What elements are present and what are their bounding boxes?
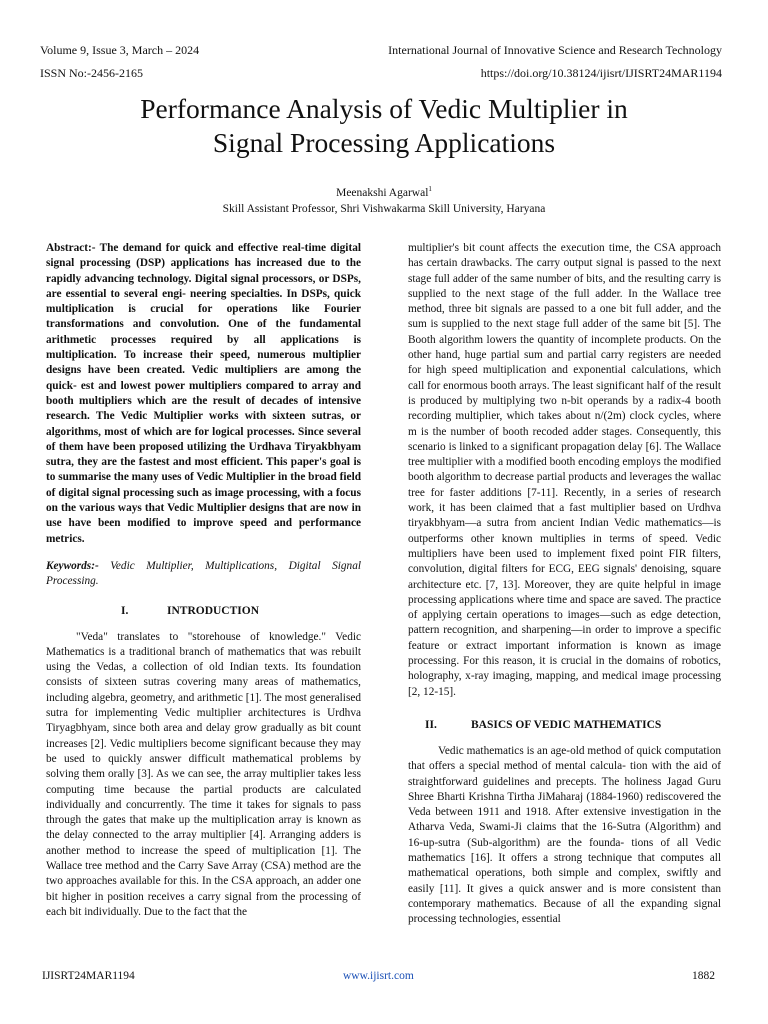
abstract: Abstract:- The demand for quick and effective real-time digital signal processing (DSP) applications has increased due to the rapidly advancing technology. Digital signal processors, or DSPs, are essential to several engi- neering specialties. In DSPs, quick multiplication is crucial for operations like Fourier transformations and convolution. One of the fundamental arithmetic processes required by all applications is multiplication. To increase their speed, numerous multiplier designs have been created. Vedic multipliers are among the quick- est and lowest power multipliers compared to array and booth multipliers which are the result of decades of intensive research. The Vedic Multiplier works with sixteen sutras, or algorithms, most of which are for logical processes. Since several of them have been proposed utilizing the Urdhava Tiryakbhyam sutra, they are the fastest and most efficient. This paper's goal is to summarise the many uses of Vedic Multiplier in the broad field of digital signal processing such as image processing, with a focus on the various ways that Vedic Multiplier designs that are now in use have been modified to improve speed and performance metrics. bbox=[46, 242, 361, 545]
doi-link[interactable]: https://doi.org/10.38124/ijisrt/IJISRT24MAR1194 bbox=[480, 66, 722, 80]
journal-name: International Journal of Innovative Science and Research Technology bbox=[388, 43, 722, 57]
footer-website-link[interactable]: www.ijisrt.com bbox=[343, 970, 414, 982]
section-1-title: INTRODUCTION bbox=[167, 604, 260, 617]
issn: ISSN No:-2456-2165 bbox=[40, 66, 144, 80]
right-column bbox=[408, 241, 721, 927]
left-column bbox=[46, 241, 361, 920]
paper-title bbox=[40, 92, 728, 160]
vedic-basics-paragraph: Vedic mathematics is an age-old method of quick computation that offers a special method of mental calcula- tion with the aid of straightforward guidelines and precepts. The holiness Jagad Guru Shree Bharti Krishna Tirtha JiMaharaj (1884-1960) rediscovered the Veda between 1911 and 1918. After extensive investigation in the Atharva Veda, Swami-Ji claims that the 16-Sutra (Algorithm) and 16-up-sutra (Sub-algorithm) are the founda- tions of all Vedic mathematics [16]. It offers a strong technique that computes all mathematical operations, both simple and complex, swiftly and easily [11]. It gives a quick answer and is more consistent than contemporary mathematics. Because of all the expanding signal processing technologies, essential bbox=[408, 744, 721, 926]
keywords-text: Vedic Multiplier, Multiplications, Digital Signal Processing. bbox=[46, 559, 361, 588]
footer-page-number: 1882 bbox=[692, 970, 715, 982]
volume-issue: Volume 9, Issue 3, March – 2024 bbox=[40, 43, 200, 57]
author-superscript: 1 bbox=[428, 185, 432, 194]
intro-continued-paragraph: multiplier's bit count affects the execution time, the CSA approach has certain drawbacks. The carry output signal is passed to the next stage full adder of the same number of bits, and the resulting carry is supplied to the next stage of the full adder. In the Wallace tree method, three bit signals are passed to a one bit full adder, and the sum is supplied to the next stage full adder of the same bit [5]. The Booth algorithm lowers the quantity of incomplete products. On the other hand, huge partial sum and partial carry registers are needed for high speed multiplication and exponential calculations, which call for enormous booth arrays. The least significant half of the result is produced by multiplying two n-bit operands by a radix-4 booth recording multiplier, which takes about n/(2m) clock cycles, where m is the number of booth recoded adder stages. Consequently, this scenario is linked to a significant propagation delay [6]. The Wallace tree multiplier with a modified booth encoding employs the modified booth algorithm to decrease partial products and leverages the wallac tree for faster additions [7-11]. Recently, in a series of research work, it has been claimed that a fast multiplier based on Urdhva tiryakbhyam—a sutra from ancient Indian Vedic mathematics—is outperforms other known multiplies in terms of speed. Vedic multipliers have been used to implement fixed point FIR filters, convolution, digital filters for ECG, EEG signals' denoising, square architecture etc. [7, 13]. Moreover, they are quite helpful in image processing applications where time and space are saved. The practice of applying certain operations to images—such as edge detection, pattern recognition, and sharpening—in order to improve a specific feature or extract important information is known as image processing. For this reason, it is crucial in the domains of robotics, holography, x-ray imaging, mapping, and medical image processing [2, 12-15]. bbox=[408, 242, 721, 698]
keywords bbox=[46, 559, 361, 590]
keywords-label: Keywords:- bbox=[46, 559, 99, 572]
author-name: Meenakshi Agarwal bbox=[336, 187, 429, 199]
section-2-title: BASICS OF VEDIC MATHEMATICS bbox=[471, 718, 662, 731]
author-affiliation: Skill Assistant Professor, Shri Vishwakarma Skill University, Haryana bbox=[222, 203, 546, 215]
section-heading-1 bbox=[46, 604, 361, 618]
title-line-2: Signal Processing Applications bbox=[212, 127, 556, 158]
author-line bbox=[0, 186, 768, 200]
title-line-1: Performance Analysis of Vedic Multiplier in bbox=[140, 93, 628, 124]
section-2-number: II. bbox=[425, 718, 437, 731]
introduction-paragraph: "Veda" translates to "storehouse of knowledge." Vedic Mathematics is a traditional branch of mathematics that was rebuilt using the Vedas, a collection of old Indian texts. Its foundation consists of sixteen sutras covering many areas of mathematics, including algebra, geometry, and arithmetic [1]. The most generalised sutra for implementing Vedic multiplier architectures is Urdhva Tiryagbhyam, since both area and delay grow gradually as bit count increases [2]. Vedic multipliers become significant because they may be used to quickly answer difficult mathematical problems by solving them orally [3]. As we can see, the array multiplier takes less computing time because the partial products are calculated individually and concurrently. The time it takes for signals to pass through the gates that make up the multiplication array is known as the delay connected to the array multiplier [4]. Arranging adders is another method to increase the speed of multiplication [1]. The Wallace tree method and the Carry Save Array (CSA) method are the two approaches available for this. In the CSA approach, an adder one bit higher in position receives a carry signal from the processing of each bit individually. Due to the fact that the bbox=[46, 630, 361, 918]
footer-paper-id: IJISRT24MAR1194 bbox=[42, 970, 135, 982]
section-heading-2 bbox=[408, 718, 721, 732]
section-1-number: I. bbox=[121, 604, 129, 617]
